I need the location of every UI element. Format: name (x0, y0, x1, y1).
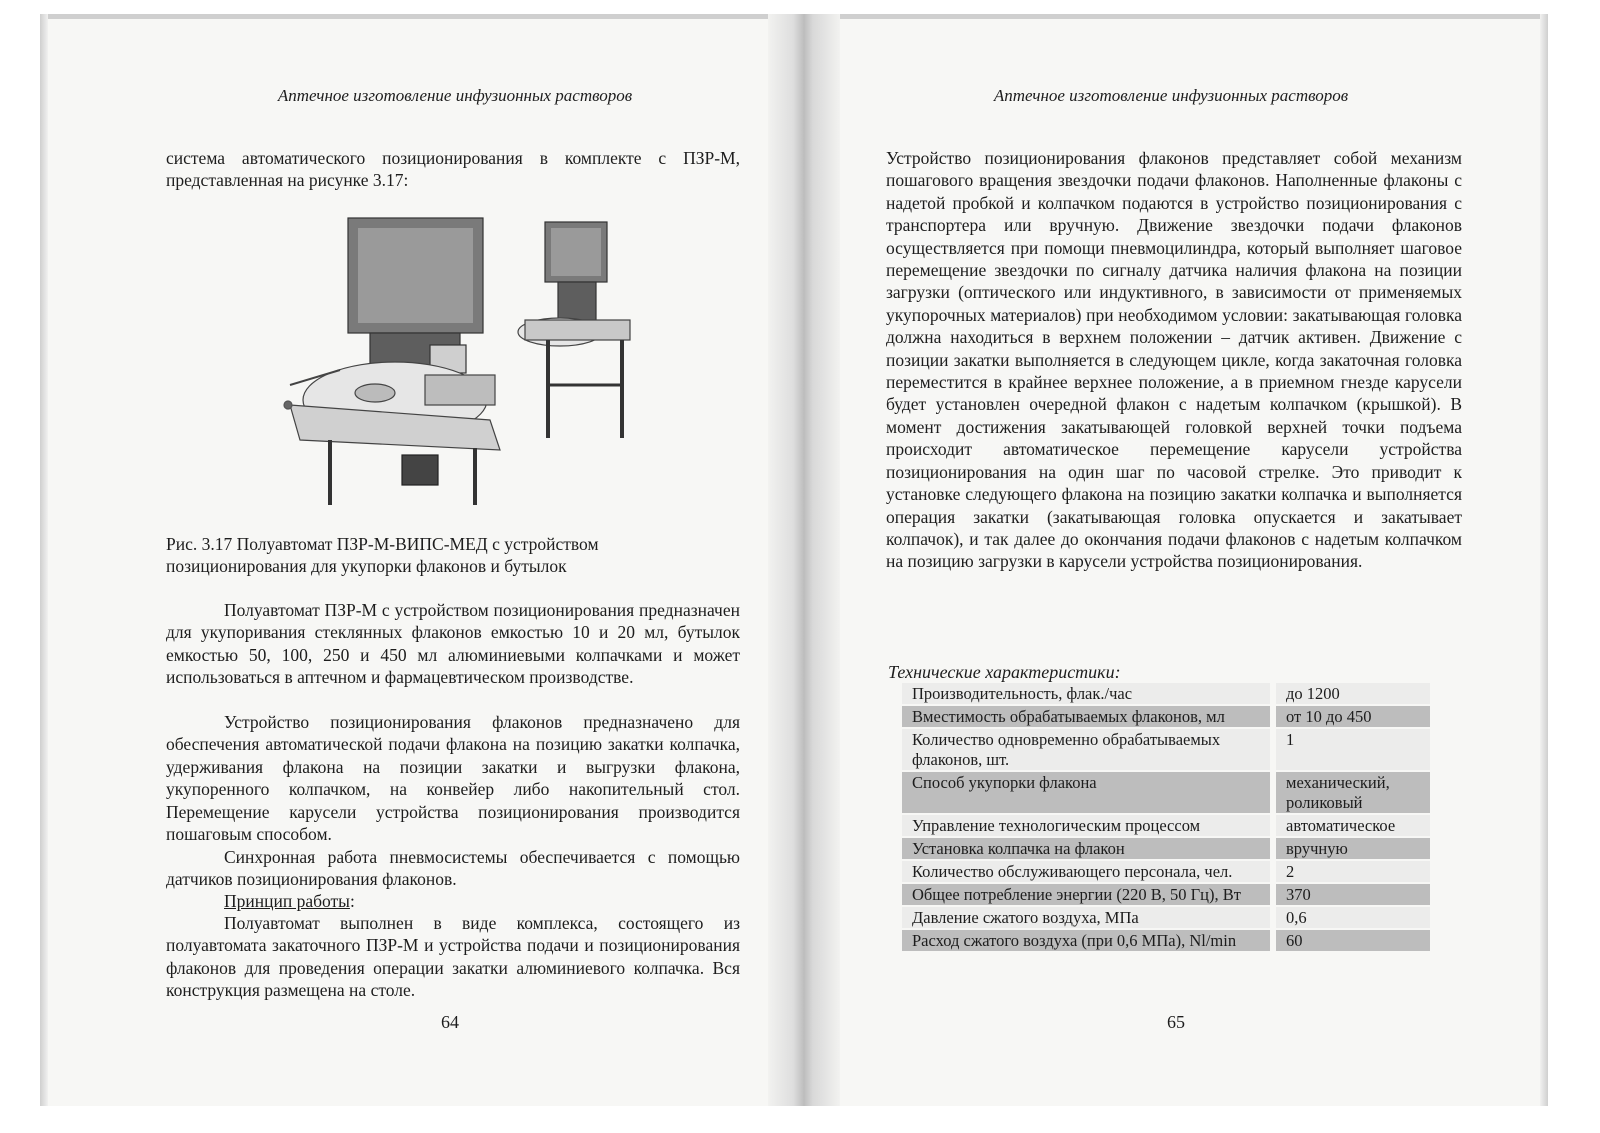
spec-row (902, 706, 1430, 727)
spec-value: до 1200 (1276, 683, 1430, 704)
caption-line-1: Рис. 3.17 Полуавтомат ПЗР-М-ВИПС-МЕД с устройством (166, 534, 599, 554)
spec-table (902, 681, 1430, 953)
spec-value: 1 (1276, 729, 1430, 770)
caption-line-2: позиционирования для укупорки флаконов и бутылок (166, 556, 567, 576)
machine-photo (270, 210, 650, 510)
spec-value: 0,6 (1276, 907, 1430, 928)
running-head-left: Аптечное изготовление инфузионных растворов (277, 86, 633, 105)
spec-name: Количество обслуживающего персонала, чел. (902, 861, 1276, 882)
book-edge (1540, 14, 1548, 1106)
spec-row (902, 930, 1430, 951)
page-number-left: 64 (441, 1012, 459, 1032)
spec-value: 2 (1276, 861, 1430, 882)
spec-name: Производительность, флак./час (902, 683, 1276, 704)
principle-label: Принцип работы (224, 891, 350, 911)
spec-value: вручную (1276, 838, 1430, 859)
spec-name: Расход сжатого воздуха (при 0,6 МПа), Nl/min (902, 930, 1276, 951)
spec-value: от 10 до 450 (1276, 706, 1430, 727)
spec-row (902, 838, 1430, 859)
spec-name: Установка колпачка на флакон (902, 838, 1276, 859)
spec-row (902, 884, 1430, 905)
spec-row (902, 772, 1430, 813)
spec-name: Общее потребление энергии (220 В, 50 Гц), Вт (902, 884, 1276, 905)
spec-name: Вместимость обрабатываемых флаконов, мл (902, 706, 1276, 727)
figure-caption (166, 533, 726, 577)
principle-heading: Принцип работы: (224, 891, 355, 911)
spec-row (902, 861, 1430, 882)
spec-value: механический, роликовый (1276, 772, 1430, 813)
spec-name: Количество одновременно обрабатываемых флаконов, шт. (902, 729, 1276, 770)
paragraph-4: Полуавтомат выполнен в виде комплекса, состоящего из полуавтомата закаточного ПЗР-М и устройства подачи и позиционирования флаконов для проведения операции закатки алюминиевого колпачка. Вся конструкция размещена на столе. (166, 913, 740, 1001)
spec-value: автоматическое (1276, 815, 1430, 836)
paragraph-2: Устройство позиционирования флаконов предназначено для обеспечения автоматической подачи флакона на позицию закатки колпачка, удерживания флакона на позиции закатки и выгрузки флакона, укупоренного колпачком, на конвейер либо накопительный стол. Перемещение карусели устройства позиционирования производится пошаговым способом. (166, 712, 740, 845)
right-paragraph-1: Устройство позиционирования флаконов представляет собой механизм пошагового вращения звездочки подачи флаконов. Наполненные флаконы с надетой пробкой и колпачком подаются в устройство позиционирования с транспортера или вручную. Движение звездочки подачи флаконов осуществляется при помощи пневмоцилиндра, который выполняет шаговое перемещение звездочки по сигналу датчика наличия флакона на позиции загрузки (оптического или индуктивного, в зависимости от применяемых укупорочных материалов) при необходимом условии: закатывающая головка должна находиться в верхнем положении – датчик активен. Движение с позиции закатки выполняется в следующем цикле, когда закаточная головка переместится в крайнее верхнее положение, а в приемном гнезде карусели будет установлен очередной флакон с надетым колпачком (крышкой). В момент достижения закатывающей головкой верхней точки подъема происходит автоматическое перемещение карусели устройства позиционирования на один шаг по часовой стрелке. Это приводит к установке следующего флакона на позицию закатки колпачка и выполняется операция закатки (закатывающая головка опускается и закатывает колпачок), и так далее до окончания подачи флаконов с надетым колпачком на позицию загрузки в карусели устройства позиционирования. (886, 148, 1462, 572)
book-edge (40, 14, 48, 1106)
spec-value: 370 (1276, 884, 1430, 905)
paragraph-1: Полуавтомат ПЗР-М с устройством позиционирования предназначен для укупоривания стеклянных флаконов емкостью 10 и 20 мл, бутылок емкостью 50, 100, 250 и 450 мл алюминиевыми колпачками и может использоваться в аптечном и фармацевтическом производстве. (166, 600, 740, 688)
spec-name: Способ укупорки флакона (902, 772, 1276, 813)
spec-title: Технические характеристики: (888, 662, 1121, 682)
paragraph-3: Синхронная работа пневмосистемы обеспечивается с помощью датчиков позиционирования флаконов. (166, 847, 740, 890)
spec-row (902, 907, 1430, 928)
spec-value: 60 (1276, 930, 1430, 951)
running-head-right: Аптечное изготовление инфузионных растворов (993, 86, 1349, 105)
intro-line-2: представленная на рисунке 3.17: (166, 170, 409, 190)
spec-name: Давление сжатого воздуха, МПа (902, 907, 1276, 928)
book-gutter (768, 14, 840, 1106)
spec-name: Управление технологическим процессом (902, 815, 1276, 836)
spec-row (902, 815, 1430, 836)
spec-row (902, 683, 1430, 704)
spec-row (902, 729, 1430, 770)
page-number-right: 65 (1167, 1012, 1185, 1032)
intro-line-1: система автоматического позиционирования в комплекте с ПЗР-М, (166, 148, 740, 168)
